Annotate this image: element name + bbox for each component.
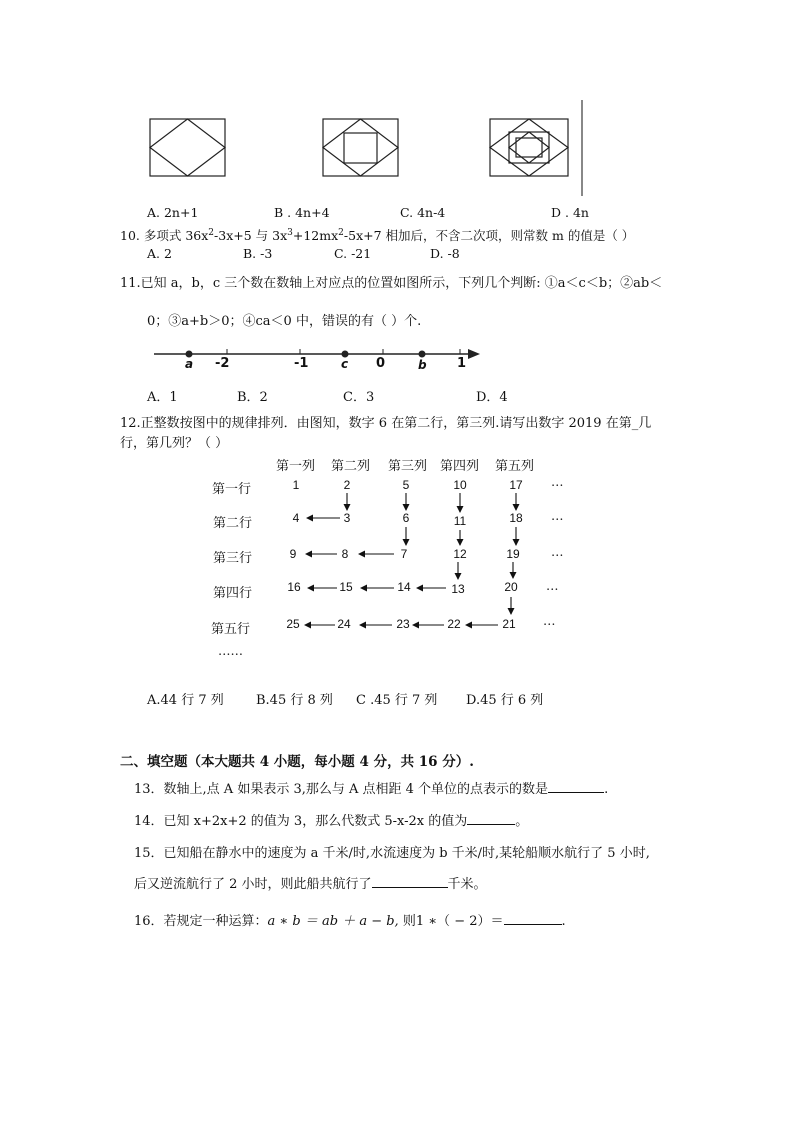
cell-r5c4: 22 bbox=[447, 617, 461, 631]
q12-option-d: D.45 行 6 列 bbox=[466, 693, 544, 708]
q9-option-a: A. 2n+1 bbox=[147, 205, 199, 220]
cell-r1c1: 1 bbox=[292, 478, 300, 492]
cell-r5c5: 21 bbox=[502, 617, 516, 631]
q12-option-b: B.45 行 8 列 bbox=[256, 693, 333, 708]
q11-option-a: A．1 bbox=[147, 390, 178, 405]
cell-r3c2: 8 bbox=[341, 547, 349, 561]
q13: 13．数轴上,点 A 如果表示 3,那么与 A 点相距 4 个单位的点表示的数是 . bbox=[134, 782, 609, 797]
q14: 14．已知 x+2x+2 的值为 3，那么代数式 5-x-2x 的值为 。 bbox=[134, 814, 529, 829]
row-header-1: 第一行 bbox=[212, 482, 252, 497]
col-header-5: 第五列 bbox=[495, 459, 535, 474]
col-header-1: 第一列 bbox=[276, 459, 316, 474]
axis-label-1: 1 bbox=[457, 356, 467, 371]
more-rows-ellipsis: …… bbox=[218, 643, 243, 658]
axis-label-a: a bbox=[185, 357, 194, 371]
row-header-5: 第五行 bbox=[211, 622, 251, 637]
cell-r1c5: 17 bbox=[509, 478, 523, 492]
q10-option-a: A. 2 bbox=[147, 246, 172, 261]
q15-line2: 后又逆流航行了 2 小时，则此船共航行了 千米。 bbox=[134, 877, 487, 892]
col-header-2: 第二列 bbox=[331, 459, 371, 474]
q10-stem: 10. 多项式 $36x^2-3x+5$ 与 $3x^3+12mx^2-5x+7$ 相加后，不含二次项，则常数 m 的值是（ ） bbox=[120, 227, 635, 243]
section-2-title: 二、填空题（本大题共 4 小题，每小题 4 分，共 16 分）. bbox=[120, 754, 474, 770]
axis-label-b: b bbox=[418, 358, 427, 372]
cell-r5c3: 23 bbox=[396, 617, 410, 631]
cell-r2c1: 4 bbox=[292, 511, 300, 525]
axis-label-neg1: -1 bbox=[294, 356, 309, 371]
q10-option-c: C. -21 bbox=[334, 246, 372, 261]
q12-option-c: C .45 行 7 列 bbox=[356, 693, 438, 708]
cell-r1c2: 2 bbox=[343, 478, 351, 492]
q11-option-c: C．3 bbox=[343, 390, 375, 405]
q11-option-b: B．2 bbox=[237, 390, 268, 405]
row-header-4: 第四行 bbox=[213, 586, 253, 601]
row-header-3: 第三行 bbox=[213, 551, 253, 566]
col-header-3: 第三列 bbox=[388, 459, 428, 474]
ellipsis-r1: … bbox=[551, 474, 564, 489]
q16: 16．若规定一种运算：a ∗ b ＝ ab ＋ a − b, 则1 ∗（ − 2）＝ . bbox=[134, 914, 566, 929]
cell-r2c4: 11 bbox=[453, 514, 467, 528]
cell-r4c4: 13 bbox=[451, 582, 465, 596]
cell-r2c2: 3 bbox=[343, 511, 351, 525]
q15-answer-blank[interactable] bbox=[372, 875, 448, 888]
q12-stem-line2: 行，第几列？（ ） bbox=[120, 436, 229, 451]
axis-label-c: c bbox=[341, 357, 349, 371]
ellipsis-r5: … bbox=[543, 613, 556, 628]
cell-r4c1: 16 bbox=[287, 580, 301, 594]
q11-option-d: D．4 bbox=[476, 390, 508, 405]
cell-r3c4: 12 bbox=[453, 547, 467, 561]
q14-answer-blank[interactable] bbox=[467, 812, 515, 825]
q9-option-c: C. 4n-4 bbox=[400, 205, 446, 220]
cell-r3c1: 9 bbox=[289, 547, 297, 561]
q13-answer-blank[interactable] bbox=[548, 780, 604, 793]
cell-r1c3: 5 bbox=[402, 478, 410, 492]
ellipsis-r4: … bbox=[546, 578, 559, 593]
q11-stem-line2: 0；③a+b＞0；④ca＜0 中，错误的有（ ）个. bbox=[147, 314, 422, 329]
cell-r3c5: 19 bbox=[506, 547, 520, 561]
q12-stem-line1: 12.正整数按图中的规律排列．由图知，数字 6 在第二行，第三列.请写出数字 2019 在第_几 bbox=[120, 416, 652, 431]
cell-r4c5: 20 bbox=[504, 580, 518, 594]
q9-option-b: B . 4n+4 bbox=[274, 205, 330, 220]
q10-option-b: B. -3 bbox=[243, 246, 273, 261]
col-header-4: 第四列 bbox=[440, 459, 480, 474]
axis-label-neg2: -2 bbox=[215, 356, 230, 371]
cell-r2c3: 6 bbox=[402, 511, 410, 525]
cell-r5c2: 24 bbox=[337, 617, 351, 631]
q11-stem-line1: 11.已知 a，b，c 三个数在数轴上对应点的位置如图所示，下列几个判断: ①a＜c＜b；②ab＜ bbox=[120, 276, 663, 291]
ellipsis-r2: … bbox=[551, 508, 564, 523]
cell-r2c5: 18 bbox=[509, 511, 523, 525]
cell-r3c3: 7 bbox=[400, 547, 408, 561]
cell-r4c3: 14 bbox=[397, 580, 411, 594]
q16-answer-blank[interactable] bbox=[504, 912, 562, 925]
cell-r5c1: 25 bbox=[286, 617, 300, 631]
q15-line1: 15．已知船在静水中的速度为 a 千米/时,水流速度为 b 千米/时,某轮船顺水航行了 5 小时, bbox=[134, 846, 650, 861]
cell-r1c4: 10 bbox=[453, 478, 467, 492]
q10-option-d: D. -8 bbox=[430, 246, 460, 261]
row-header-2: 第二行 bbox=[213, 516, 253, 531]
ellipsis-r3: … bbox=[551, 544, 564, 559]
axis-label-0: 0 bbox=[376, 356, 386, 371]
q12-option-a: A.44 行 7 列 bbox=[147, 693, 224, 708]
cell-r4c2: 15 bbox=[339, 580, 353, 594]
q16-formula: a ∗ b ＝ ab ＋ a − b, bbox=[267, 914, 399, 929]
q9-option-d: D . 4n bbox=[551, 205, 589, 220]
